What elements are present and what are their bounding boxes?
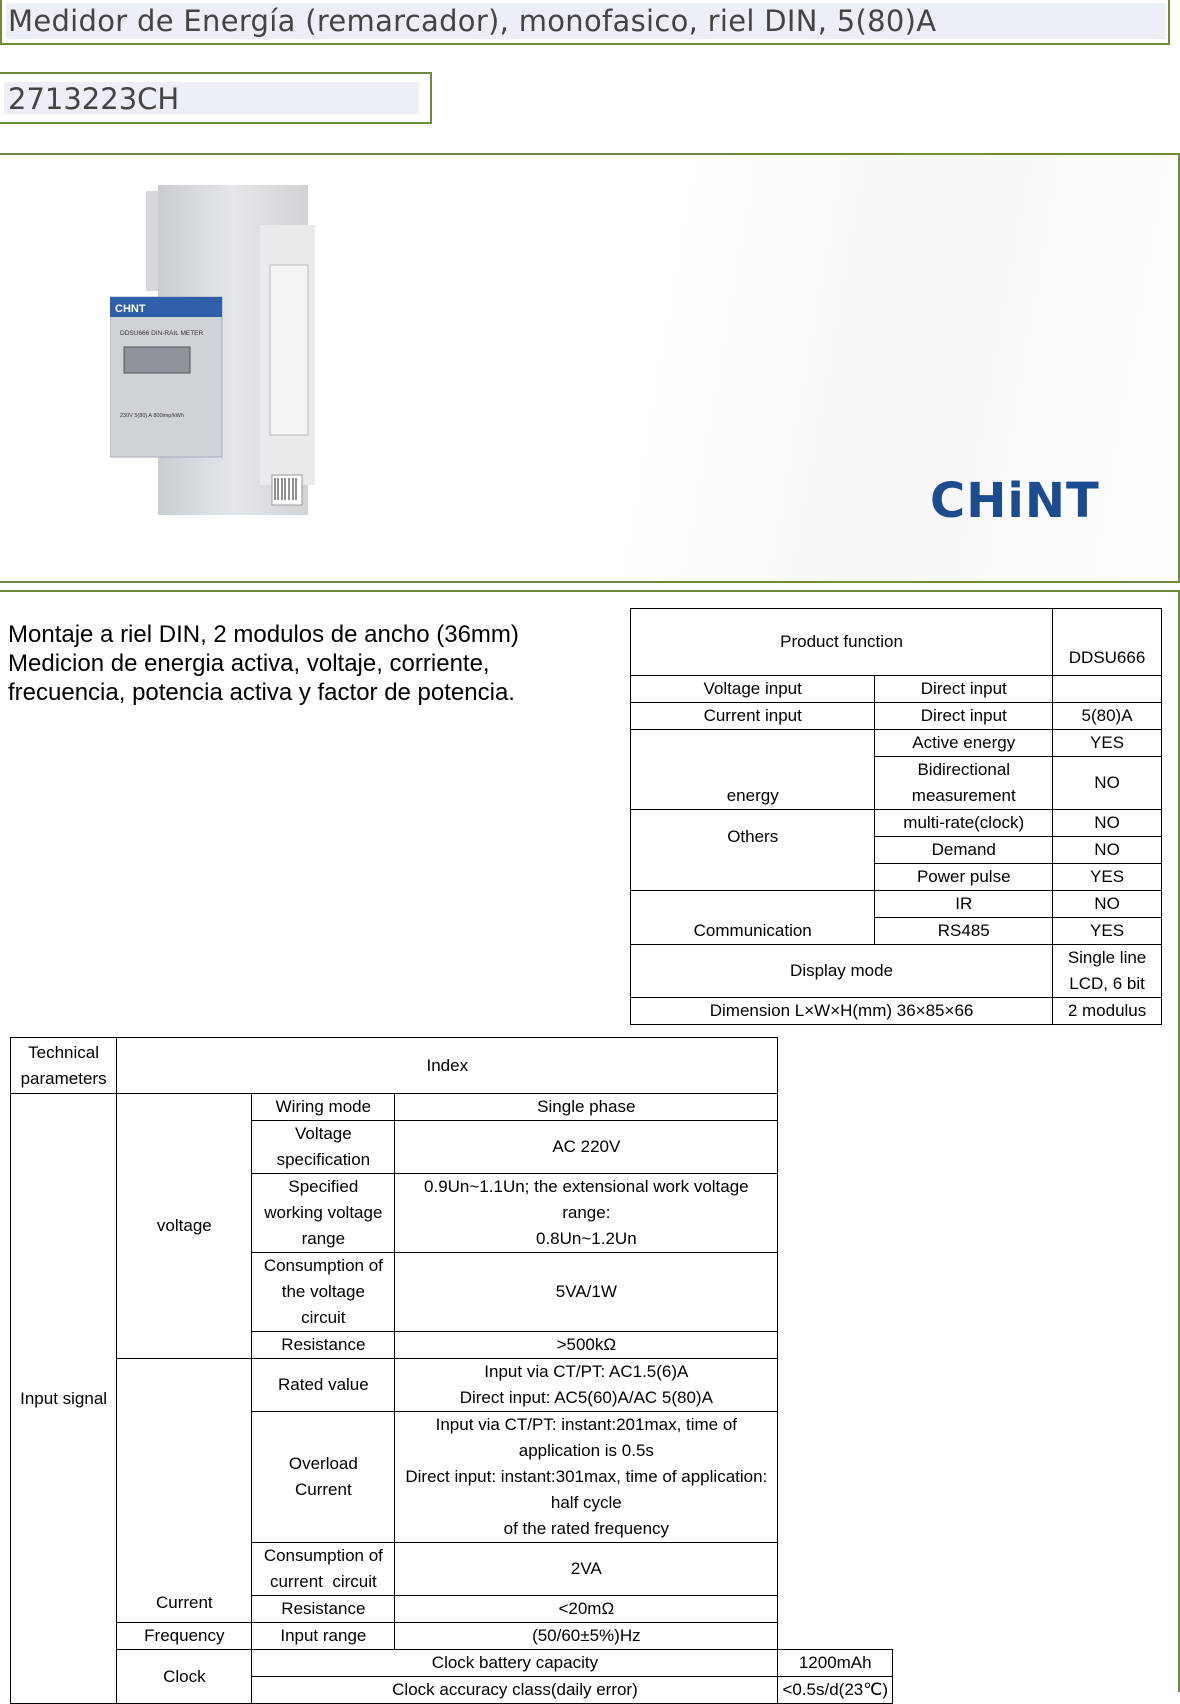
- tp-voltage-resistance: Resistance: [252, 1332, 395, 1359]
- technical-parameters-table: [10, 1037, 893, 1704]
- tp-line: Consumption of: [263, 1256, 383, 1275]
- tp-voltage-resistance-value: >500kΩ: [395, 1332, 778, 1359]
- tp-wiring-mode: Wiring mode: [252, 1094, 395, 1121]
- tp-current-resistance-value: <20mΩ: [395, 1596, 778, 1623]
- tp-line: 0.9Un~1.1Un; the extensional work voltage range:: [424, 1177, 749, 1222]
- meter-front: [110, 297, 222, 457]
- pf-bidirectional-value: NO: [1053, 757, 1162, 810]
- tp-line: 0.8Un~1.2Un: [536, 1229, 637, 1248]
- tp-line: circuit: [301, 1308, 346, 1327]
- tp-current-label: Current: [155, 1593, 213, 1612]
- tp-line: range: [301, 1229, 346, 1248]
- pf-model: DDSU666: [1053, 609, 1162, 676]
- tp-header-technical: [11, 1038, 117, 1094]
- description-line: frecuencia, potencia activa y factor de potencia.: [8, 679, 515, 706]
- pf-energy-label: energy: [726, 786, 779, 805]
- pf-multirate-value: NO: [1053, 810, 1162, 837]
- pf-others-label: Others: [727, 827, 779, 846]
- tp-line: Consumption of: [263, 1546, 383, 1565]
- tp-line: Direct input: instant:301max, time of application: half cycle: [405, 1467, 768, 1512]
- tp-line: specification: [276, 1150, 371, 1169]
- tp-input-signal: Input signal: [11, 1094, 117, 1704]
- tp-line: the voltage: [281, 1282, 365, 1301]
- pf-header: Product function: [631, 609, 1053, 676]
- pf-communication: [631, 891, 875, 945]
- chint-logo: CHiNT: [930, 473, 1100, 529]
- description-line: Montaje a riel DIN, 2 modulos de ancho (36mm): [8, 621, 519, 648]
- pf-energy: [631, 730, 875, 810]
- pf-communication-label: Communication: [693, 921, 812, 940]
- tp-header-line: Technical: [28, 1042, 100, 1062]
- pf-voltage-input: Voltage input: [631, 676, 875, 703]
- pf-power-pulse-value: YES: [1053, 864, 1162, 891]
- meter-rating-text: 230V 5(80) A 800imp/kWh: [120, 413, 184, 419]
- tp-wiring-mode-value: Single phase: [395, 1094, 778, 1121]
- product-image-panel: [0, 153, 1180, 583]
- pf-dimension-value: 2 modulus: [1053, 998, 1162, 1025]
- tp-current-resistance: Resistance: [252, 1596, 395, 1623]
- pf-bidirectional-line: Bidirectional: [917, 760, 1011, 779]
- tp-input-range: Input range: [252, 1623, 395, 1650]
- tp-line: Input via CT/PT: instant:201max, time of application is 0.5s: [435, 1415, 738, 1460]
- tp-line: Input via CT/PT: AC1.5(6)A: [484, 1362, 689, 1381]
- product-code-bar: [0, 72, 432, 124]
- tp-line: working voltage: [264, 1203, 383, 1222]
- pf-rs485: RS485: [875, 918, 1053, 945]
- pf-voltage-direct: Direct input: [875, 676, 1053, 703]
- tp-header-line: parameters: [20, 1068, 107, 1088]
- page-title: Medidor de Energía (remarcador), monofasico, riel DIN, 5(80)A: [8, 4, 937, 38]
- pf-bidirectional: [875, 757, 1053, 810]
- pf-active-energy: Active energy: [875, 730, 1053, 757]
- pf-voltage-value: [1053, 676, 1162, 703]
- tp-header-index: Index: [117, 1038, 778, 1094]
- meter-brand-text: CHNT: [115, 303, 146, 315]
- pf-dimension: Dimension L×W×H(mm) 36×85×66: [631, 998, 1053, 1025]
- pf-current-input: Current input: [631, 703, 875, 730]
- tp-frequency: Frequency: [117, 1623, 252, 1650]
- tp-current: [117, 1359, 252, 1623]
- tp-battery-value: 1200mAh: [778, 1650, 893, 1677]
- tp-line: Direct input: AC5(60)A/AC 5(80)A: [459, 1388, 713, 1407]
- pf-active-energy-value: YES: [1053, 730, 1162, 757]
- tp-battery: Clock battery capacity: [252, 1650, 778, 1677]
- tp-voltage: voltage: [117, 1094, 252, 1359]
- product-description: [8, 620, 519, 707]
- tp-accuracy: Clock accuracy class(daily error): [252, 1677, 778, 1704]
- product-code: 2713223CH: [8, 82, 180, 116]
- tp-voltage-spec: [252, 1121, 395, 1174]
- tp-rated-value-value: [395, 1359, 778, 1412]
- barcode-lines: [275, 478, 296, 500]
- tp-working-voltage: [252, 1174, 395, 1253]
- title-bar: [0, 0, 1170, 45]
- meter-barcode: [272, 475, 302, 505]
- tp-line: Overload: [288, 1454, 358, 1473]
- tp-overload: [252, 1412, 395, 1543]
- tp-voltage-consumption: [252, 1253, 395, 1332]
- pf-current-value: 5(80)A: [1053, 703, 1162, 730]
- pf-ir: IR: [875, 891, 1053, 918]
- meter-lcd: [124, 347, 190, 373]
- pf-current-direct: Direct input: [875, 703, 1053, 730]
- tp-line: Current: [295, 1480, 352, 1499]
- pf-rs485-value: YES: [1053, 918, 1162, 945]
- tp-clock: Clock: [117, 1650, 252, 1704]
- pf-demand-value: NO: [1053, 837, 1162, 864]
- description-line: Medicion de energia activa, voltaje, corriente,: [8, 650, 490, 677]
- tp-line: Voltage: [294, 1124, 352, 1143]
- pf-power-pulse: Power pulse: [875, 864, 1053, 891]
- tp-input-range-value: (50/60±5%)Hz: [395, 1623, 778, 1650]
- tp-working-voltage-value: [395, 1174, 778, 1253]
- tp-accuracy-value: <0.5s/d(23℃): [778, 1677, 893, 1704]
- tp-line: of the rated frequency: [503, 1519, 670, 1538]
- tp-voltage-consumption-value: 5VA/1W: [395, 1253, 778, 1332]
- tp-line: current circuit: [269, 1572, 377, 1591]
- meter-label: [270, 265, 308, 435]
- meter-model-text: DDSU666 DIN-RAIL METER: [120, 330, 204, 337]
- tp-line: Specified: [288, 1177, 359, 1196]
- tp-overload-value: [395, 1412, 778, 1543]
- meter-image: [110, 185, 350, 525]
- pf-display-value: [1053, 945, 1162, 998]
- tp-current-consumption: [252, 1543, 395, 1596]
- pf-measurement-line: measurement: [911, 786, 1016, 805]
- pf-display-mode: Display mode: [631, 945, 1053, 998]
- pf-display-line: LCD, 6 bit: [1069, 974, 1145, 993]
- tp-current-consumption-value: 2VA: [395, 1543, 778, 1596]
- pf-multirate: multi-rate(clock): [875, 810, 1053, 837]
- pf-demand: Demand: [875, 837, 1053, 864]
- tp-rated-value: Rated value: [252, 1359, 395, 1412]
- tp-voltage-spec-value: AC 220V: [395, 1121, 778, 1174]
- product-function-table: [630, 608, 1162, 1025]
- pf-ir-value: NO: [1053, 891, 1162, 918]
- pf-others: [631, 810, 875, 891]
- pf-display-line: Single line: [1067, 948, 1147, 967]
